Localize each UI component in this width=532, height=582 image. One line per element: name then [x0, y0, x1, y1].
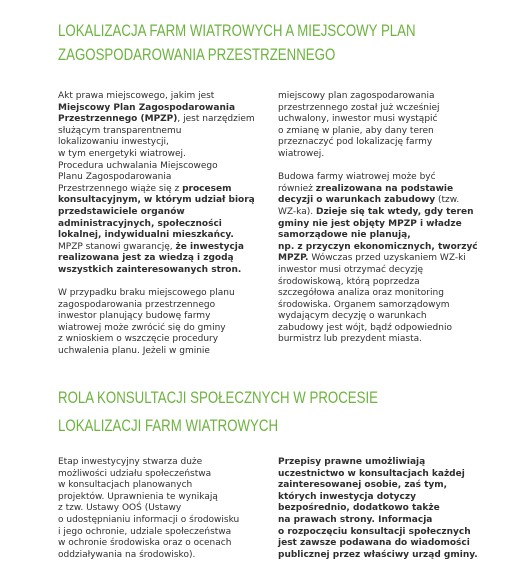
text-line	[278, 207, 488, 219]
heading-line: ZAGOSPODAROWANIA PRZESTRZENNEGO	[58, 45, 336, 64]
bold-text: o rozpoczęciu konsultacji społecznych	[278, 526, 471, 537]
text-line	[278, 515, 488, 527]
body-text: z wnioskiem o wszczęcie procedury	[58, 334, 219, 345]
text-line	[278, 538, 488, 550]
body-text: z tzw. Ustawy OOŚ (Ustawy	[58, 503, 182, 514]
body-text: uchwalenia planu. Jeżeli w gminie	[58, 346, 210, 357]
bold-text: MPZP.	[278, 253, 309, 264]
text-line	[278, 126, 488, 138]
text-line	[58, 334, 268, 346]
section-heading-public-consultations	[58, 384, 378, 440]
bold-text: Przestrzennego (MPZP)	[58, 114, 178, 125]
body-text: lokalizowaniu inwestycji,	[58, 137, 169, 148]
paragraph	[58, 91, 268, 277]
body-text: zabudowy jest wójt, bądź odpowiednio	[278, 322, 452, 333]
text-line	[58, 480, 268, 492]
text-line	[58, 126, 268, 138]
bold-text: wszystkich zainteresowanych stron.	[58, 264, 242, 275]
body-text: oddziaływania na środowisko).	[58, 549, 196, 560]
body-text: o udostępnianiu informacji o środowisku	[58, 514, 240, 525]
body-text: MPZP stanowi gwarancję,	[58, 241, 176, 252]
heading-line: ROLA KONSULTACJI SPOŁECZNYCH W PROCESIE	[58, 388, 379, 407]
body-text: wydającym decyzję o warunkach	[278, 311, 427, 322]
body-text: wiatrowej.	[278, 148, 325, 159]
body-text: przestrzennego został już wcześniej	[278, 102, 440, 113]
text-line	[58, 538, 268, 550]
bold-text: że inwestycja	[175, 241, 244, 252]
bold-text: procesem	[182, 183, 232, 194]
text-line	[58, 207, 268, 219]
text-line	[58, 311, 268, 323]
bold-text: uczestnictwo w konsultacjach każdej	[278, 468, 465, 479]
text-line	[58, 346, 268, 358]
text-line	[278, 492, 488, 504]
text-line	[278, 230, 488, 242]
text-line	[58, 288, 268, 300]
text-line	[58, 219, 268, 231]
bold-text: Miejscowy Plan Zagospodarowania	[58, 102, 236, 113]
text-line	[278, 527, 488, 539]
text-line	[278, 253, 488, 265]
bold-text: konsultacyjnym, w którym udział biorą	[58, 195, 255, 206]
body-text: zagospodarowania przestrzennego	[58, 299, 216, 310]
body-text: burmistrz lub prezydent miasta.	[278, 334, 423, 345]
text-line	[278, 457, 488, 469]
bold-text: decyzji o warunkach zabudowy	[278, 195, 436, 206]
text-line	[278, 277, 488, 289]
heading-line: LOKALIZACJA FARM WIATROWYCH A MIEJSCOWY PLAN	[58, 21, 416, 40]
bold-text: przedstawiciele organów	[58, 206, 185, 217]
paragraph	[278, 91, 488, 161]
body-text: inwestor musi otrzymać decyzję	[278, 264, 424, 275]
text-line	[278, 300, 488, 312]
body-text: Akt prawa miejscowego, jakim jest	[58, 91, 215, 101]
paragraph	[58, 288, 268, 358]
body-text: projektów. Uprawnienia te wynikają	[58, 491, 218, 502]
text-line	[58, 114, 268, 126]
body-text: o zmianę w planie, aby dany teren	[278, 125, 434, 136]
column-left-section1	[58, 91, 268, 358]
text-line	[278, 184, 488, 196]
text-line	[58, 503, 268, 515]
text-line	[58, 265, 268, 277]
text-line	[58, 469, 268, 481]
text-line	[278, 323, 488, 335]
body-text: w tym energetyki wiatrowej.	[58, 148, 186, 159]
body-text: w konsultacjach planowanych	[58, 480, 193, 491]
paragraph	[278, 172, 488, 346]
text-line	[278, 172, 488, 184]
heading-line: LOKALIZACJI FARM WIATROWYCH	[58, 416, 279, 435]
body-text: służącym transparentnemu	[58, 125, 182, 136]
body-text: Procedura uchwalania Miejscowego	[58, 160, 218, 171]
bold-text: Przepisy prawne umożliwiają	[278, 457, 426, 467]
text-line	[278, 550, 488, 562]
text-line	[58, 184, 268, 196]
text-line	[278, 219, 488, 231]
body-text: (tzw.	[435, 195, 460, 206]
bold-text: których inwestycja dotyczy	[278, 491, 416, 502]
body-text: możliwości udziału społeczeństwa	[58, 468, 212, 479]
text-line	[58, 161, 268, 173]
bold-text: bezpośrednio, dodatkowo także	[278, 503, 440, 514]
body-text: wiatrowej może zwrócić się do gminy	[58, 322, 226, 333]
text-line	[58, 492, 268, 504]
body-text: Przestrzennego wiąże się z	[58, 183, 183, 194]
text-line	[58, 457, 268, 469]
body-text: Planu Zagospodarowania	[58, 172, 172, 183]
bold-text: gminy nie jest objęty MPZP i władze	[278, 218, 462, 229]
column-right-section1	[278, 91, 488, 346]
text-line	[278, 195, 488, 207]
text-line	[58, 300, 268, 312]
bold-text: zainteresowanej osobie, zaś tym,	[278, 480, 448, 491]
text-line	[278, 242, 488, 254]
body-text: w ochronie środowiska oraz o ocenach	[58, 538, 232, 549]
text-line	[278, 149, 488, 161]
body-text: środowiska. Organem samorządowym	[278, 299, 450, 310]
column-left-section2	[58, 457, 268, 561]
text-line	[58, 550, 268, 562]
text-line	[278, 503, 488, 515]
text-line	[58, 172, 268, 184]
text-line	[58, 149, 268, 161]
text-line	[278, 91, 488, 103]
bold-text: jest zawsze podawana do wiadomości	[278, 538, 470, 549]
body-text: miejscowy plan zagospodarowania	[278, 91, 435, 101]
body-text: uchwalony, inwestor musi wystąpić	[278, 114, 438, 125]
body-text: inwestor planujący budowę farmy	[58, 311, 211, 322]
body-text: W przypadku braku miejscowego planu	[58, 288, 235, 299]
body-text: również	[278, 183, 316, 194]
body-text: Wówczas przed uzyskaniem WZ-ki	[308, 253, 466, 264]
text-line	[278, 137, 488, 149]
bold-text: lokalnej, indywidualni mieszkańcy.	[58, 230, 234, 241]
bold-text: realizowana jest za wiedzą i zgodą	[58, 253, 234, 264]
section-heading-farm-location	[58, 19, 416, 67]
text-line	[58, 137, 268, 149]
text-line	[278, 103, 488, 115]
paragraph	[58, 457, 268, 561]
text-line	[58, 103, 268, 115]
text-line	[58, 323, 268, 335]
text-line	[58, 242, 268, 254]
text-line	[58, 253, 268, 265]
bold-text: zrealizowana na podstawie	[315, 183, 454, 194]
bold-text: np. z przyczyn ekonomicznych, tworzyć	[278, 241, 478, 252]
body-text: Etap inwestycyjny stwarza duże	[58, 457, 203, 467]
body-text: przeznaczyć pod lokalizację farmy	[278, 137, 433, 148]
body-text: szczegółowa analiza oraz monitoring	[278, 288, 444, 299]
paragraph	[278, 457, 488, 561]
text-line	[58, 195, 268, 207]
body-text: środowiskową, którą poprzedza	[278, 276, 420, 287]
bold-text: samorządowe nie planują,	[278, 230, 411, 241]
bold-text: na prawach strony. Informacja	[278, 514, 433, 525]
text-line	[278, 469, 488, 481]
body-text: WZ-ka).	[278, 206, 316, 217]
text-line	[278, 265, 488, 277]
text-line	[278, 334, 488, 346]
text-line	[278, 288, 488, 300]
text-line	[278, 311, 488, 323]
body-text: i jego ochronie, udziale społeczeństwa	[58, 526, 232, 537]
text-line	[278, 480, 488, 492]
text-line	[58, 527, 268, 539]
text-line	[58, 230, 268, 242]
bold-text: administracyjnych, społeczności	[58, 218, 222, 229]
bold-text: publicznej przez właściwy urząd gminy.	[278, 549, 478, 560]
column-right-section2	[278, 457, 488, 561]
text-line	[278, 114, 488, 126]
body-text: , jest narzędziem	[177, 114, 255, 125]
text-line	[58, 91, 268, 103]
bold-text: Dzieje się tak wtedy, gdy teren	[315, 206, 474, 217]
text-line	[58, 515, 268, 527]
body-text: Budowa farmy wiatrowej może być	[278, 172, 436, 183]
